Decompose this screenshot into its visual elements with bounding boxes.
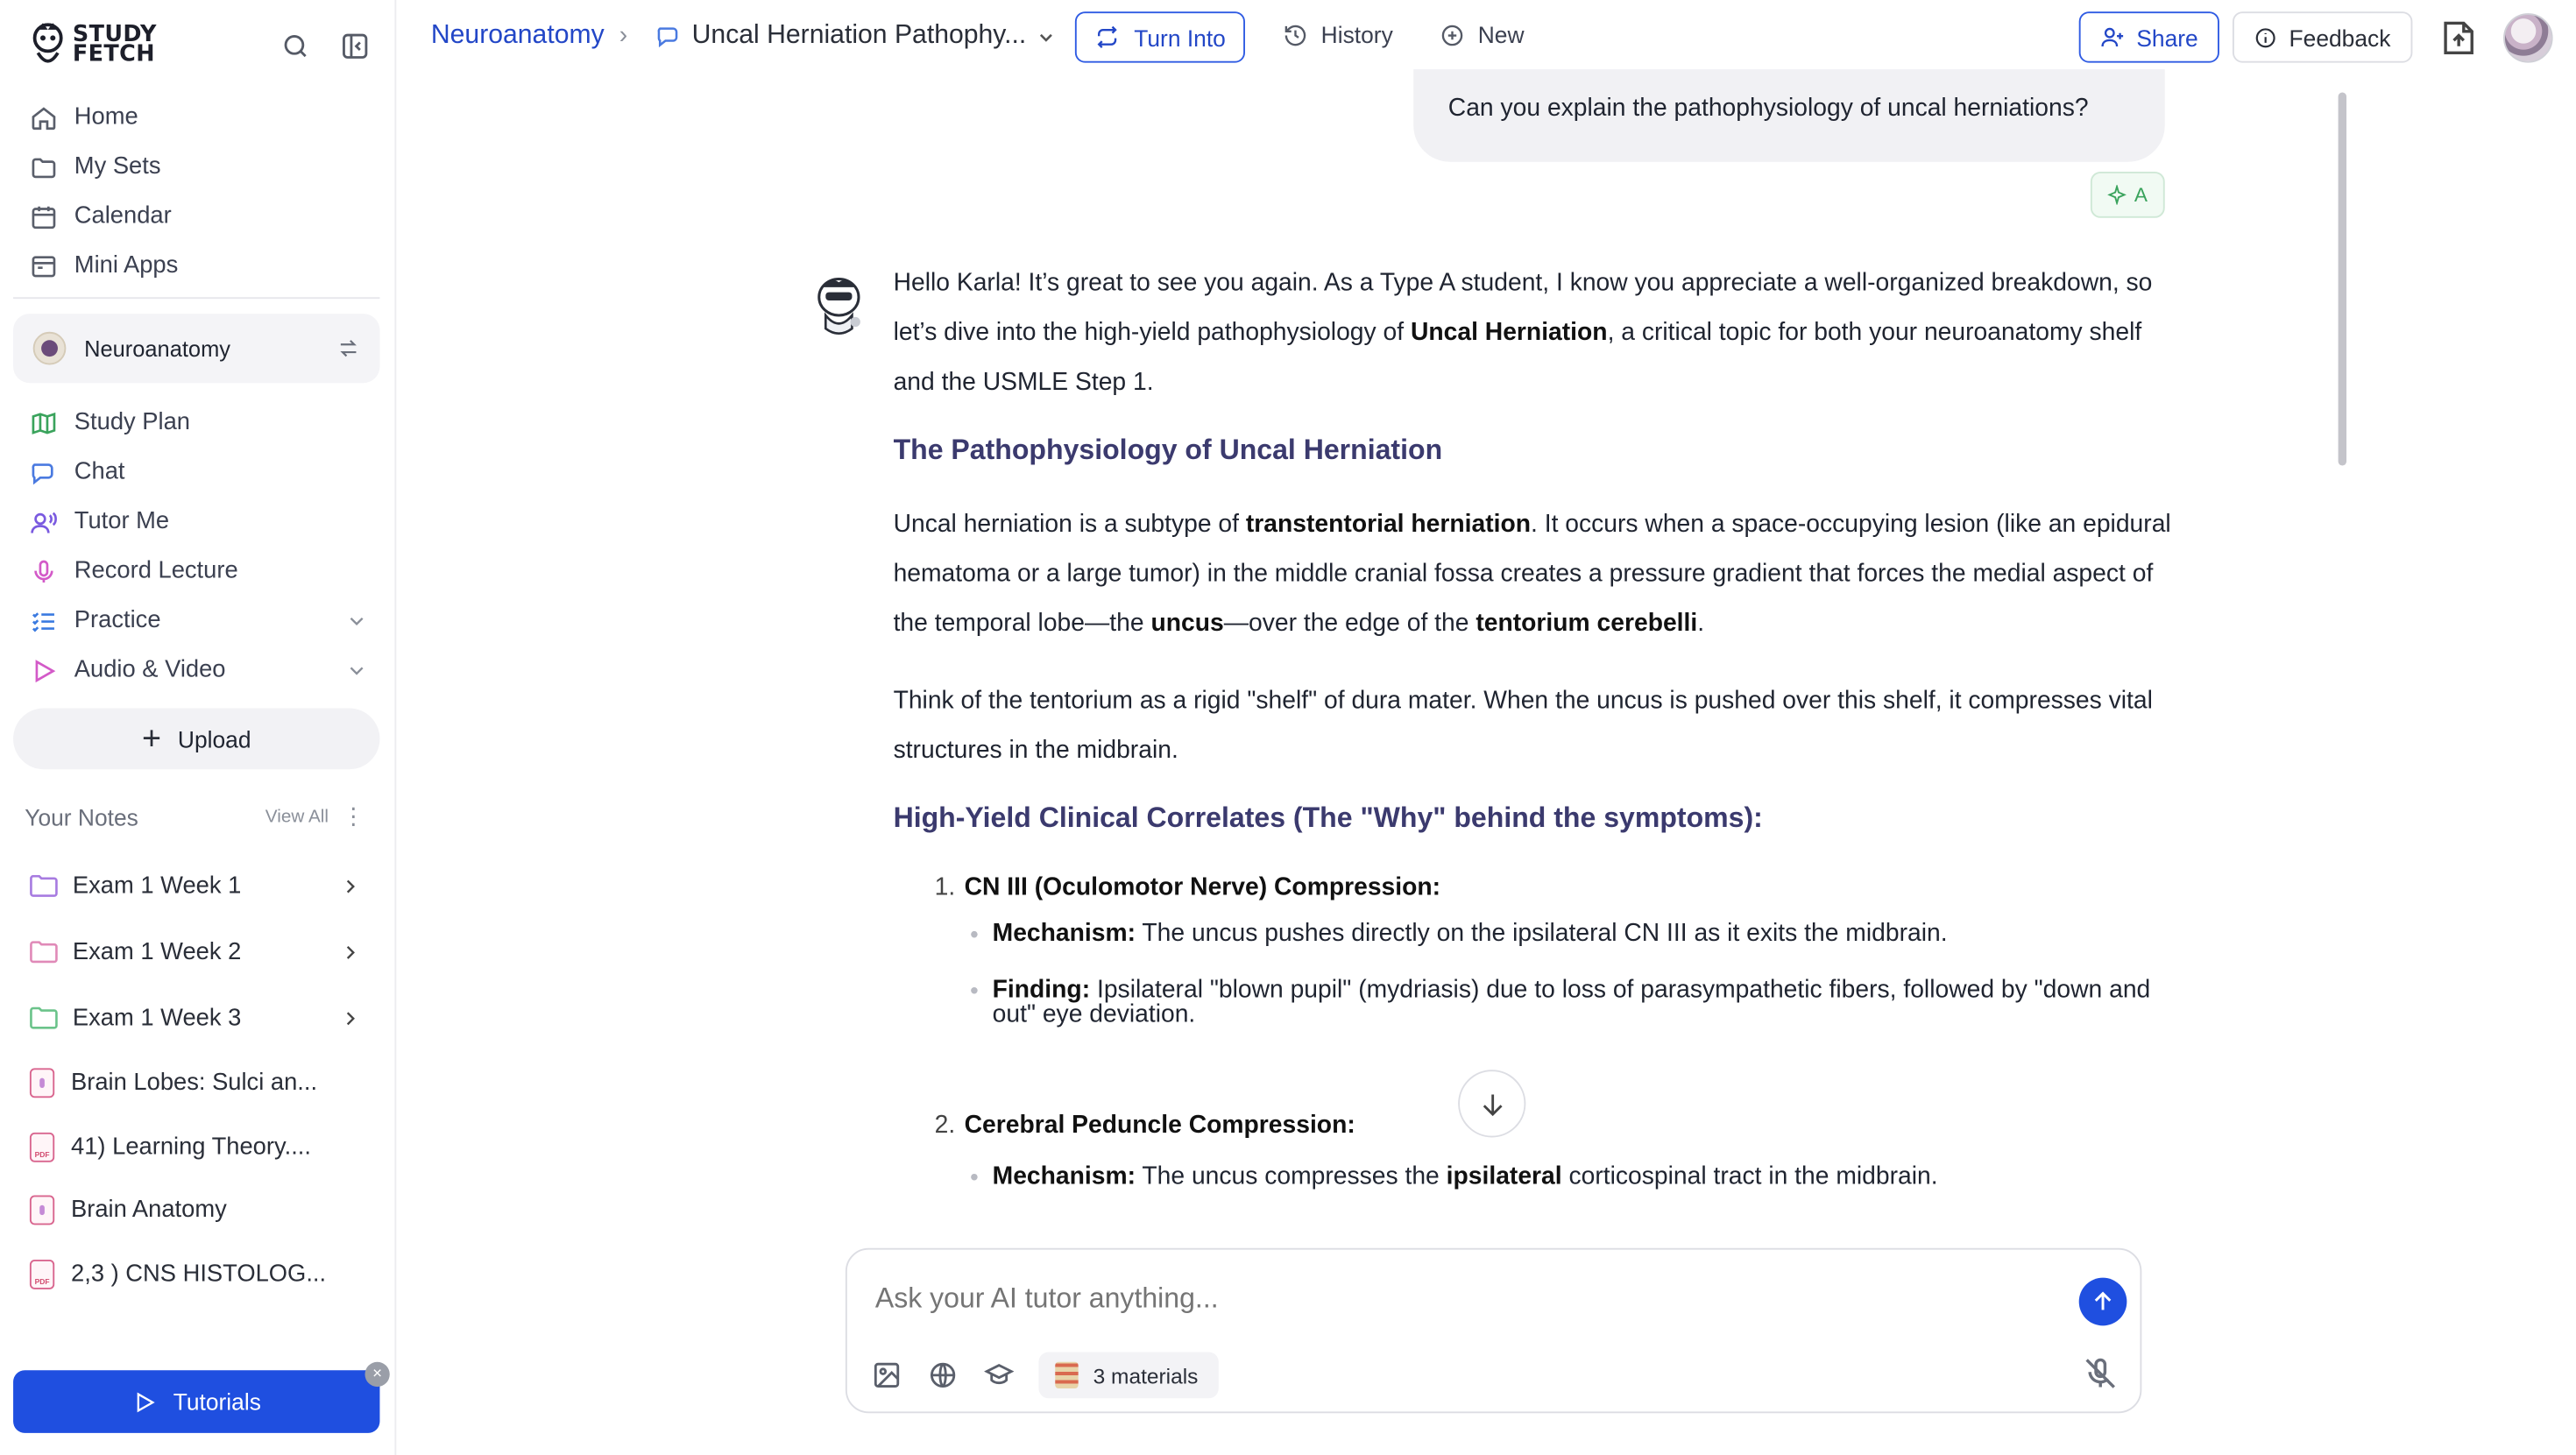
play-icon bbox=[132, 1389, 157, 1414]
nav-item-label: Practice bbox=[74, 607, 161, 634]
chevron-right-icon[interactable] bbox=[340, 877, 360, 897]
course-name: Neuroanatomy bbox=[84, 335, 231, 361]
note-item[interactable] bbox=[13, 1242, 379, 1306]
sidebar bbox=[0, 0, 396, 1455]
nav-item-label: My Sets bbox=[74, 153, 161, 180]
calendar-icon bbox=[28, 201, 58, 231]
ai-tag-label: A bbox=[2134, 183, 2148, 207]
chevron-right-icon[interactable] bbox=[340, 943, 360, 963]
info-icon bbox=[2254, 25, 2277, 48]
feedback-label: Feedback bbox=[2289, 24, 2391, 51]
note-item[interactable] bbox=[13, 1115, 379, 1179]
plus-icon: + bbox=[142, 720, 162, 758]
course-avatar bbox=[33, 332, 67, 365]
history-label: History bbox=[1320, 21, 1393, 48]
section-heading: High-Yield Clinical Correlates (The "Why" behind the symptoms): bbox=[893, 802, 1763, 834]
sparkle-icon bbox=[2108, 185, 2128, 205]
folder-icon bbox=[30, 875, 58, 898]
notes-header bbox=[25, 802, 364, 830]
nav-item-record-lecture[interactable] bbox=[13, 547, 379, 597]
globe-icon[interactable] bbox=[926, 1359, 959, 1392]
section-heading: The Pathophysiology of Uncal Herniation bbox=[893, 434, 1443, 466]
note-label: Brain Anatomy bbox=[71, 1197, 227, 1224]
apps-icon bbox=[28, 251, 58, 280]
nav-item-practice[interactable] bbox=[13, 596, 379, 646]
intro-paragraph: Hello Karla! It’s great to see you again. As a Type A student, I know you appreciate a well-organized breakdown, so let’s dive into the high-yield pathophysiology of Uncal Herniation, a critical topic for both your neuroanatomy shelf and the USMLE Step 1. bbox=[893, 269, 2153, 397]
note-label: Brain Lobes: Sulci an... bbox=[71, 1070, 318, 1097]
folder-item[interactable] bbox=[13, 985, 379, 1051]
pdf-icon bbox=[30, 1132, 54, 1162]
paragraph: Uncal herniation is a subtype of transtentorial herniation. It occurs when a space-occupying lesion (like an epidural hematoma or a large tumor) in the middle cranial fossa creates a pressure gradient that forces the medial aspect of the temporal lobe—the uncus—over the edge of the tentorium cerebelli. bbox=[893, 510, 2171, 638]
message-composer bbox=[846, 1248, 2141, 1413]
nav-item-label: Record Lecture bbox=[74, 557, 238, 585]
tutor-icon bbox=[28, 507, 58, 537]
ordered-list bbox=[935, 868, 2173, 1189]
chat-title-dropdown[interactable] bbox=[655, 21, 1056, 51]
history-button[interactable] bbox=[1283, 21, 1392, 47]
bullet-item: Finding: Ipsilateral "blown pupil" (mydriasis) due to loss of parasympathetic fibers, followed by "down and out" eye deviation. bbox=[894, 978, 2174, 1028]
scrollbar[interactable] bbox=[2339, 93, 2346, 466]
paragraph: Think of the tentorium as a rigid "shelf" of dura mater. When the uncus is pushed over this shelf, it compresses vital structures in the midbrain. bbox=[893, 686, 2153, 765]
turn-into-label: Turn Into bbox=[1134, 24, 1226, 51]
nav-item-study-plan[interactable] bbox=[13, 398, 379, 448]
list-item-title: 1. CN III (Oculomotor Nerve) Compression: bbox=[934, 872, 1441, 901]
chevron-down-icon[interactable] bbox=[347, 660, 367, 681]
note-item[interactable] bbox=[13, 1051, 379, 1115]
logo[interactable] bbox=[28, 20, 157, 70]
nav-item-tutor-me[interactable] bbox=[13, 497, 379, 547]
view-all-link[interactable]: View All bbox=[265, 806, 329, 827]
folder-icon bbox=[28, 152, 58, 181]
arrow-down-icon bbox=[1477, 1089, 1507, 1119]
folder-label: Exam 1 Week 3 bbox=[72, 1005, 242, 1032]
bullet-item: Mechanism: The uncus pushes directly on the ipsilateral CN III as it exits the midbrain. bbox=[894, 922, 2174, 946]
note-label: 2,3 ) CNS HISTOLOG... bbox=[71, 1261, 327, 1288]
sidebar-top-actions bbox=[278, 28, 373, 64]
chevron-right-icon[interactable] bbox=[340, 1008, 360, 1028]
image-upload-icon[interactable] bbox=[870, 1359, 903, 1392]
add-user-icon bbox=[2100, 25, 2125, 49]
list-check-icon bbox=[28, 606, 58, 636]
nav-item-calendar[interactable] bbox=[13, 192, 379, 242]
top-bar bbox=[396, 0, 2576, 76]
audio-note-icon bbox=[30, 1196, 54, 1225]
nav-item-label: Tutor Me bbox=[74, 508, 170, 535]
chevron-down-icon[interactable] bbox=[347, 611, 367, 631]
folder-icon bbox=[30, 1007, 58, 1030]
scroll-to-bottom-button[interactable] bbox=[1458, 1070, 1525, 1137]
nav-item-label: Audio & Video bbox=[74, 657, 226, 684]
list-item-title: 2. Cerebral Peduncle Compression: bbox=[934, 1111, 1355, 1140]
swap-icon[interactable] bbox=[336, 336, 359, 359]
upload-button[interactable] bbox=[13, 708, 379, 769]
audio-note-icon bbox=[30, 1069, 54, 1098]
feedback-button[interactable] bbox=[2233, 11, 2412, 62]
nav-item-my-sets[interactable] bbox=[13, 142, 379, 192]
sidebar-divider bbox=[13, 297, 379, 299]
send-button[interactable] bbox=[2079, 1278, 2127, 1326]
chat-title: Uncal Herniation Pathophy... bbox=[691, 21, 1027, 50]
study-tools-nav bbox=[13, 398, 379, 695]
folder-label: Exam 1 Week 1 bbox=[72, 872, 242, 901]
graduation-cap-icon[interactable] bbox=[982, 1359, 1016, 1392]
share-button[interactable] bbox=[2079, 11, 2219, 62]
repeat-icon bbox=[1094, 25, 1119, 49]
chat-input[interactable] bbox=[875, 1282, 2031, 1316]
user-message: Can you explain the pathophysiology of uncal herniations? bbox=[1413, 69, 2164, 162]
pdf-icon bbox=[30, 1259, 54, 1289]
nav-item-label: Mini Apps bbox=[74, 252, 179, 279]
nav-item-label: Study Plan bbox=[74, 409, 190, 436]
materials-label: 3 materials bbox=[1093, 1362, 1199, 1388]
materials-button[interactable] bbox=[1038, 1352, 1218, 1398]
plus-circle-icon bbox=[1440, 22, 1464, 46]
bullet-item: Mechanism: The uncus compresses the ipsilateral corticospinal tract in the midbrain. bbox=[894, 1164, 2174, 1189]
mic-icon bbox=[28, 556, 58, 586]
breadcrumb-course[interactable]: Neuroanatomy bbox=[430, 21, 605, 50]
notes-list bbox=[13, 853, 379, 1305]
nav-item-chat[interactable] bbox=[13, 448, 379, 498]
note-item[interactable] bbox=[13, 1179, 379, 1243]
arrow-up-icon bbox=[2091, 1289, 2115, 1314]
user-avatar[interactable] bbox=[2503, 13, 2553, 63]
nav-item-home[interactable] bbox=[13, 93, 379, 143]
tutorials-label: Tutorials bbox=[173, 1388, 261, 1416]
nav-item-audio-video[interactable] bbox=[13, 646, 379, 696]
nav-item-label: Chat bbox=[74, 458, 125, 486]
breadcrumb-separator: › bbox=[619, 21, 628, 50]
search-icon[interactable] bbox=[278, 28, 314, 64]
history-icon bbox=[1283, 22, 1307, 46]
composer-tools bbox=[870, 1352, 1218, 1398]
main-nav bbox=[13, 93, 379, 291]
folder-item[interactable] bbox=[13, 853, 379, 919]
nav-item-mini-apps[interactable] bbox=[13, 241, 379, 291]
assistant-message bbox=[894, 259, 2174, 1189]
chat-icon bbox=[28, 457, 58, 487]
new-label: New bbox=[1477, 21, 1525, 48]
logo-text: STUDY FETCH bbox=[72, 21, 157, 68]
home-icon bbox=[28, 102, 58, 132]
more-options-icon[interactable]: ⋮ bbox=[342, 802, 365, 830]
collapse-sidebar-icon[interactable] bbox=[336, 28, 372, 64]
nav-item-label: Calendar bbox=[74, 202, 172, 230]
folder-label: Exam 1 Week 2 bbox=[72, 939, 242, 966]
course-selector[interactable] bbox=[13, 314, 379, 383]
note-label: 41) Learning Theory.... bbox=[71, 1134, 311, 1161]
export-file-icon[interactable] bbox=[2442, 20, 2475, 56]
chat-icon bbox=[655, 23, 682, 49]
notes-title: Your Notes bbox=[25, 802, 138, 830]
chevron-down-icon bbox=[1037, 27, 1056, 46]
play-icon bbox=[28, 655, 58, 685]
tutorials-button[interactable] bbox=[13, 1370, 379, 1433]
dog-mascot-icon bbox=[28, 20, 67, 70]
folder-item[interactable] bbox=[13, 920, 379, 985]
upload-label: Upload bbox=[177, 725, 251, 752]
ai-tutor-avatar-icon bbox=[809, 272, 868, 338]
turn-into-button[interactable] bbox=[1075, 11, 1245, 62]
mic-off-icon[interactable] bbox=[2082, 1355, 2118, 1391]
materials-icon bbox=[1055, 1362, 1078, 1388]
folder-icon bbox=[30, 941, 58, 964]
share-label: Share bbox=[2136, 24, 2198, 51]
ai-sparkle-badge[interactable] bbox=[2091, 172, 2165, 218]
close-icon[interactable]: × bbox=[364, 1362, 389, 1387]
nav-item-label: Home bbox=[74, 103, 138, 131]
map-icon bbox=[28, 407, 58, 437]
new-chat-button[interactable] bbox=[1440, 21, 1524, 47]
